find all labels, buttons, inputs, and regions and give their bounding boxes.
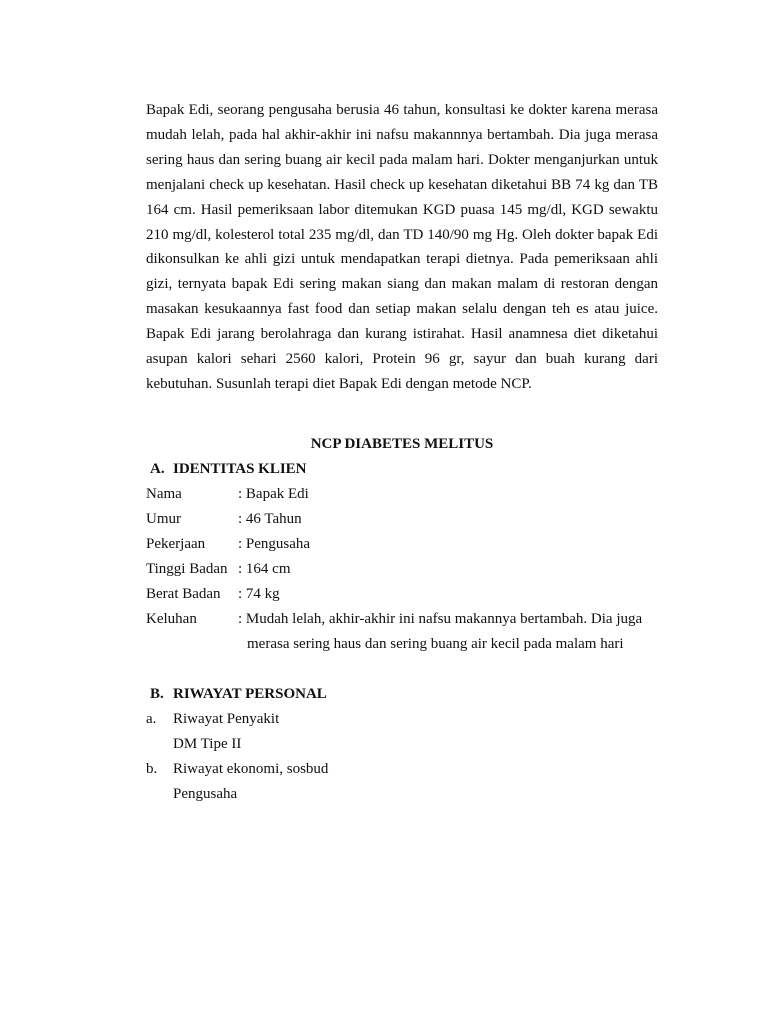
identity-label: Keluhan [146, 610, 197, 627]
list-item [146, 757, 658, 782]
identity-row-pekerjaan [146, 532, 658, 557]
keluhan-line-2: merasa sering haus dan sering buang air kecil pada malam hari [247, 635, 624, 652]
identity-value: : 46 Tahun [238, 510, 302, 527]
identity-label: Nama [146, 485, 182, 502]
identity-value: : 164 cm [238, 560, 291, 577]
identity-label: Berat Badan [146, 585, 221, 602]
identity-value: : Bapak Edi [238, 485, 309, 502]
identity-row-tinggi-badan [146, 557, 658, 582]
section-a-title: IDENTITAS KLIEN [173, 460, 307, 477]
list-marker: b. [146, 760, 158, 777]
identity-row-umur [146, 507, 658, 532]
identity-label: Pekerjaan [146, 535, 206, 552]
section-a-number: A. [150, 460, 165, 477]
section-b-number: B. [150, 685, 164, 702]
list-item-detail: Pengusaha [173, 785, 238, 802]
section-b-heading [146, 682, 658, 707]
identity-row-nama [146, 482, 658, 507]
list-item [146, 707, 658, 732]
document-title: NCP DIABETES MELITUS [310, 435, 494, 452]
section-a-heading [146, 457, 658, 482]
identity-row-berat-badan [146, 582, 658, 607]
identity-value: : Pengusaha [238, 535, 311, 552]
list-marker: a. [146, 710, 157, 727]
section-b-title: RIWAYAT PERSONAL [173, 685, 327, 702]
case-description-paragraph: Bapak Edi, seorang pengusaha berusia 46 tahun, konsultasi ke dokter karena merasa mudah lelah, pada hal akhir-akhir ini nafsu makannnya bertambah. Dia juga merasa sering haus dan sering buang air kecil pada malam hari. Dokter menganjurkan untuk menjalani check up kesehatan. Hasil check up kesehatan diketahui BB 74 kg dan TB 164 cm. Hasil pemeriksaan labor ditemukan KGD puasa 145 mg/dl, KGD sewaktu 210 mg/dl, kolesterol total 235 mg/dl, dan TD 140/90 mg Hg. Oleh dokter bapak Edi dikonsulkan ke ahli gizi untuk mendapatkan terapi dietnya. Pada pemeriksaan ahli gizi, ternyata bapak Edi sering makan siang dan makan malam di restoran dengan masakan kesukaannya fast food dan setiap makan selalu dengan teh es atau juice. Bapak Edi jarang berolahraga dan kurang istirahat. Hasil anamnesa diet diketahui asupan kalori sehari 2560 kalori, Protein 96 gr, sayur dan buah kurang dari kebutuhan. Susunlah terapi diet Bapak Edi dengan metode NCP. [146, 102, 658, 392]
keluhan-line-1: : Mudah lelah, akhir-akhir ini nafsu makannya bertambah. Dia juga [238, 610, 643, 627]
personal-history-list [146, 707, 658, 807]
identity-value-keluhan [238, 607, 658, 657]
identity-value: : 74 kg [238, 585, 280, 602]
identity-label: Tinggi Badan [146, 560, 228, 577]
identity-row-keluhan [146, 607, 658, 657]
document-page [146, 98, 658, 807]
list-item-detail: DM Tipe II [173, 735, 242, 752]
client-identity-table [146, 482, 658, 657]
list-item-label: Riwayat ekonomi, sosbud [173, 760, 329, 777]
identity-label: Umur [146, 510, 181, 527]
section-spacer [146, 657, 658, 682]
list-item-label: Riwayat Penyakit [173, 710, 280, 727]
